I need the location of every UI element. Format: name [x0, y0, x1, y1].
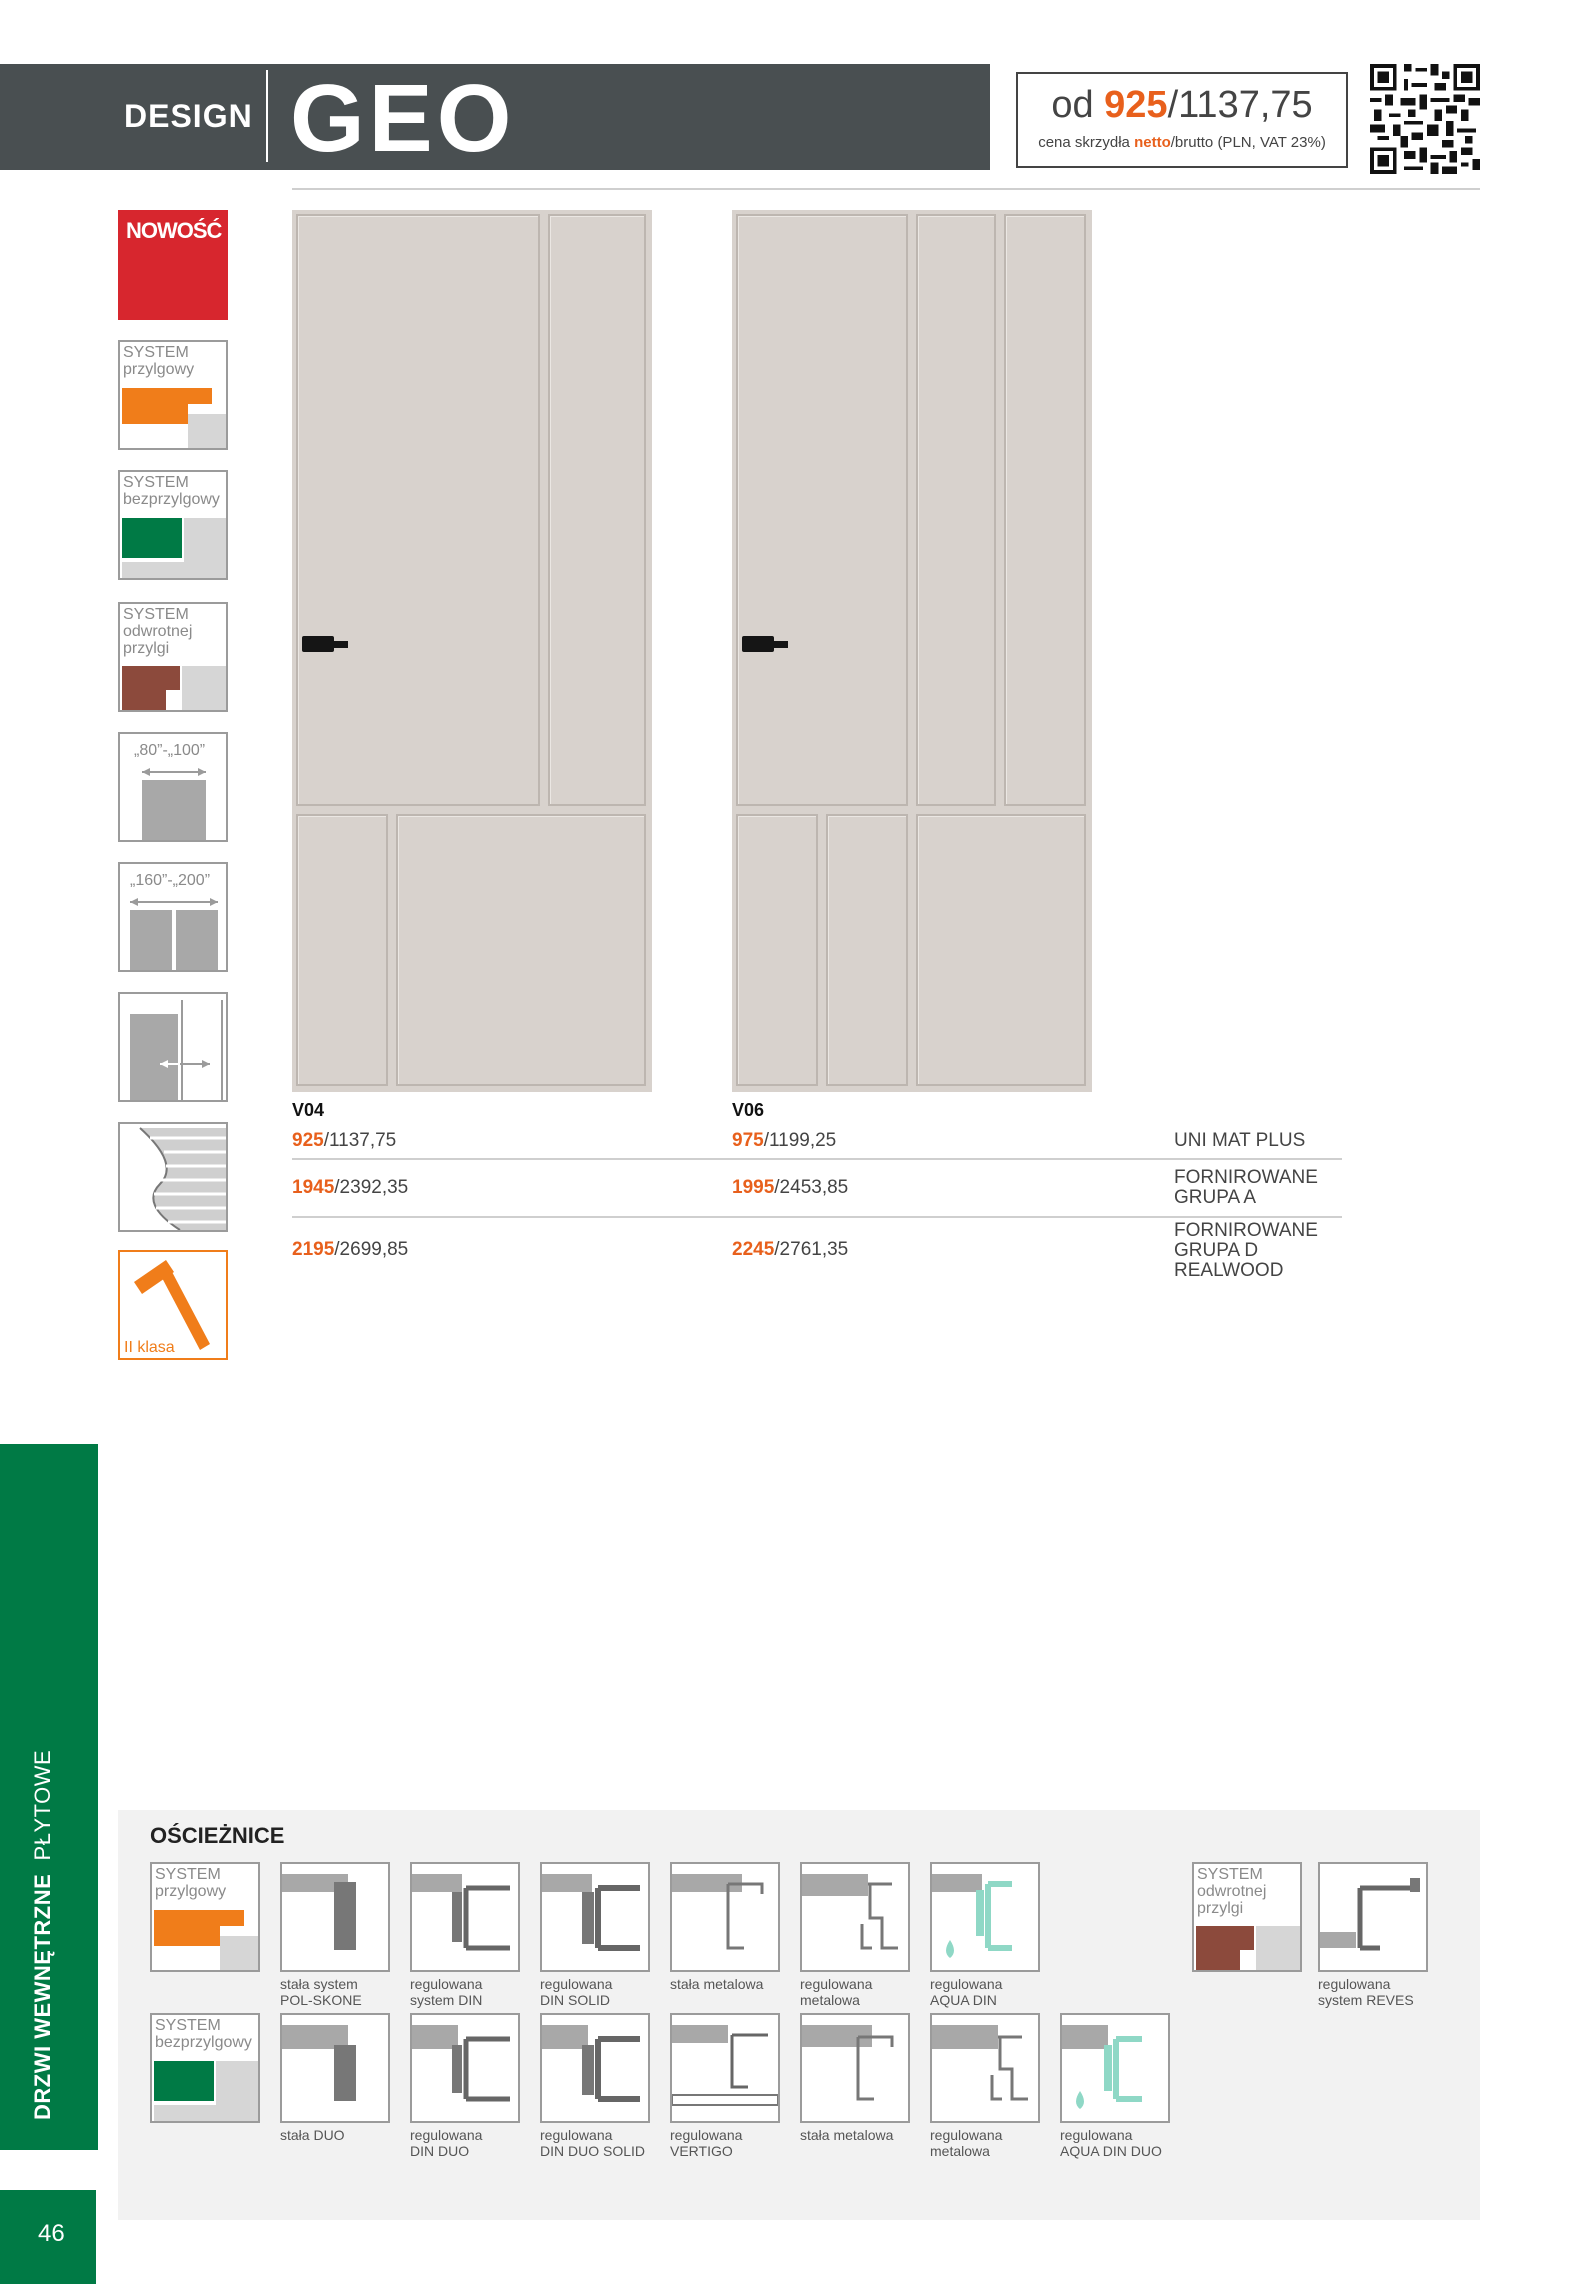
double-door-width-icon — [120, 864, 228, 972]
frame-profile-graphic — [412, 2015, 520, 2123]
price-v04-uni — [292, 1130, 396, 1152]
header-rule — [292, 188, 1480, 190]
design-label: DESIGN — [124, 98, 253, 134]
frame-adjustable-aqua-din-icon — [930, 1862, 1040, 1972]
caption-aqua-din-duo — [1060, 2127, 1180, 2159]
door-panel — [826, 814, 908, 1086]
price-net: 925 — [1104, 84, 1168, 126]
door-panel — [1004, 214, 1086, 806]
caption-line: regulowana — [1060, 2127, 1133, 2143]
price-net: 925 — [292, 1130, 324, 1151]
frame-aqua-din-duo-icon — [1060, 2013, 1170, 2123]
price-gross: /2453,85 — [774, 1177, 849, 1198]
frame-fixed-metal-duo-icon — [800, 2013, 910, 2123]
door-panel — [736, 814, 818, 1086]
door-v04-image — [292, 210, 652, 1092]
frame-profile-graphic — [932, 2015, 1040, 2123]
table-rule — [292, 1216, 1342, 1218]
new-badge — [118, 210, 228, 320]
system-rebated-label: SYSTEM przylgowy — [155, 1866, 227, 1900]
system-rebated-icon — [118, 340, 228, 450]
frame-profile-graphic — [672, 1864, 780, 1972]
caption-line: AQUA DIN — [930, 1992, 997, 2008]
sliding-door-graphic — [120, 994, 228, 1102]
caption-vertigo — [670, 2127, 790, 2159]
price-v06-veneer-a — [732, 1177, 848, 1199]
caption-fixed-polskone — [280, 1976, 400, 2008]
width-single-label: „80”-„100” — [134, 742, 206, 759]
sliding-door-icon — [118, 992, 228, 1102]
door-v06-image — [732, 210, 1092, 1092]
caption-line: regulowana — [410, 1976, 483, 1992]
caption-fixed-metal-duo — [800, 2127, 920, 2143]
caption-line: stała DUO — [280, 2127, 345, 2143]
flush-profile-icon — [120, 472, 228, 580]
category-label — [30, 1480, 56, 2120]
frame-profile-graphic — [802, 2015, 910, 2123]
door-panel — [736, 214, 908, 806]
frame-system-flush-icon — [150, 2013, 260, 2123]
finish-line: REALWOOD — [1174, 1260, 1284, 1281]
caption-line: stała system — [280, 1976, 358, 1992]
model-code-v04: V04 — [292, 1100, 325, 1120]
price-gross: /2699,85 — [334, 1239, 409, 1260]
rebated-profile-icon — [152, 1864, 260, 1972]
finish-uni-mat-plus — [1174, 1131, 1305, 1151]
system-flush-label: SYSTEM bezprzylgowy — [123, 474, 220, 508]
reverse-profile-icon — [120, 604, 228, 712]
frame-adjustable-din-solid-icon — [540, 1862, 650, 1972]
caption-line: DIN SOLID — [540, 1992, 611, 2008]
category-bold: DRZWI WEWNĘTRZNE — [30, 1873, 55, 2120]
price-v06-veneer-d — [732, 1239, 848, 1261]
system-flush-icon — [118, 470, 228, 580]
door-panel — [296, 814, 388, 1086]
price-v04-veneer-d — [292, 1239, 408, 1261]
door-handle-icon — [742, 636, 774, 652]
system-reverse-label: SYSTEM odwrotnej przylgi — [123, 606, 193, 657]
width-double-icon — [118, 862, 228, 972]
system-rebated-label: SYSTEM przylgowy — [123, 344, 195, 378]
caption-line: VERTIGO — [670, 2143, 733, 2159]
price-net: 1995 — [732, 1177, 775, 1198]
frame-profile-graphic — [932, 1864, 1040, 1972]
caption-line: DIN DUO SOLID — [540, 2143, 646, 2159]
price-v04-veneer-a — [292, 1177, 408, 1199]
caption-line: AQUA DIN DUO — [1060, 2143, 1162, 2159]
frame-profile-graphic — [542, 1864, 650, 1972]
flush-profile-icon — [152, 2015, 260, 2123]
caption-line: system REVES — [1318, 1992, 1414, 2008]
caption-line: regulowana — [540, 2127, 613, 2143]
frame-profile-graphic — [672, 2015, 780, 2123]
caption-line: DIN DUO — [410, 2143, 470, 2159]
price-prefix: od — [1051, 84, 1094, 126]
price-gross: /2392,35 — [334, 1177, 409, 1198]
caption-line: stała metalowa — [800, 2127, 894, 2143]
caption-adjustable-metal-duo — [930, 2127, 1050, 2159]
frame-profile-graphic — [542, 2015, 650, 2123]
qr-code-icon[interactable] — [1370, 64, 1480, 174]
caption-line: regulowana — [800, 1976, 873, 1992]
durability-class-icon — [118, 1250, 228, 1360]
frame-adjustable-metal-icon — [800, 1862, 910, 1972]
finish-line: FORNIROWANE — [1174, 1167, 1318, 1188]
price-net: 2245 — [732, 1239, 775, 1260]
price-note-post: /brutto (PLN, VAT 23%) — [1170, 134, 1326, 151]
door-panel — [396, 814, 646, 1086]
price-note — [1018, 134, 1346, 151]
caption-din-duo — [410, 2127, 530, 2159]
frame-profile-graphic — [1062, 2015, 1170, 2123]
caption-line: regulowana — [670, 2127, 743, 2143]
price-net: 1945 — [292, 1177, 335, 1198]
caption-adjustable-metal — [800, 1976, 920, 2008]
frame-adjustable-din-icon — [410, 1862, 520, 1972]
door-panel — [548, 214, 646, 806]
door-panel — [916, 214, 996, 806]
frame-fixed-metal-icon — [670, 1862, 780, 1972]
class-label: II klasa — [124, 1339, 175, 1356]
price-gross: /1137,75 — [1167, 84, 1313, 126]
caption-fixed-metal — [670, 1976, 790, 1992]
caption-fixed-duo — [280, 2127, 400, 2143]
price-main — [1018, 84, 1346, 127]
category-normal: PŁYTOWE — [30, 1749, 55, 1861]
table-rule — [292, 1158, 1342, 1160]
price-gross: /2761,35 — [774, 1239, 849, 1260]
price-note-pre: cena skrzydła — [1038, 134, 1130, 151]
frame-din-duo-solid-icon — [540, 2013, 650, 2123]
finish-veneer-group-d — [1174, 1221, 1318, 1281]
caption-din-duo-solid — [540, 2127, 660, 2159]
finish-veneer-group-a — [1174, 1168, 1318, 1208]
model-code-v06: V06 — [732, 1100, 765, 1120]
frame-profile-graphic — [802, 1864, 910, 1972]
frame-din-duo-icon — [410, 2013, 520, 2123]
frame-profile-graphic — [1320, 1864, 1428, 1972]
caption-line: regulowana — [410, 2127, 483, 2143]
frame-system-rebated-icon — [150, 1862, 260, 1972]
frame-system-reverse-icon — [1192, 1862, 1302, 1972]
system-reverse-icon — [118, 602, 228, 712]
price-net: 2195 — [292, 1239, 335, 1260]
finish-line: UNI MAT PLUS — [1174, 1130, 1306, 1151]
door-panel — [916, 814, 1086, 1086]
model-title: GEO — [290, 65, 516, 172]
caption-reves — [1318, 1976, 1438, 2008]
price-note-netto: netto — [1134, 134, 1171, 151]
caption-line: metalowa — [930, 2143, 990, 2159]
caption-line: stała metalowa — [670, 1976, 764, 1992]
frame-fixed-polskone-icon — [280, 1862, 390, 1972]
caption-line: regulowana — [540, 1976, 613, 1992]
single-door-width-icon — [120, 734, 228, 842]
frames-title: OŚCIEŻNICE — [150, 1823, 285, 1848]
system-flush-label: SYSTEM bezprzylgowy — [155, 2017, 252, 2051]
caption-line: system DIN — [410, 1992, 483, 2008]
price-net: 975 — [732, 1130, 764, 1151]
caption-line: regulowana — [1318, 1976, 1391, 1992]
frame-adjustable-metal-duo-icon — [930, 2013, 1040, 2123]
system-reverse-label: SYSTEM odwrotnej przylgi — [1197, 1866, 1267, 1917]
price-gross: /1137,75 — [323, 1130, 397, 1151]
price-v06-uni — [732, 1130, 836, 1152]
caption-din-solid — [540, 1976, 660, 2008]
caption-line: metalowa — [800, 1992, 860, 2008]
honeycomb-core-icon — [118, 1122, 228, 1232]
frame-profile-graphic — [412, 1864, 520, 1972]
frame-profile-graphic — [282, 2015, 390, 2123]
door-handle-icon — [302, 636, 334, 652]
rebated-profile-icon — [120, 342, 228, 450]
frame-profile-graphic — [282, 1864, 390, 1972]
caption-line: POL-SKONE — [280, 1992, 362, 2008]
frame-vertigo-icon — [670, 2013, 780, 2123]
page-number: 46 — [38, 2220, 65, 2247]
caption-line: regulowana — [930, 2127, 1003, 2143]
width-double-label: „160”-„200” — [130, 872, 211, 889]
door-panel — [296, 214, 540, 806]
price-gross: /1199,25 — [763, 1130, 837, 1151]
caption-line: regulowana — [930, 1976, 1003, 1992]
new-badge-label: NOWOŚĆ — [126, 218, 222, 243]
finish-line: FORNIROWANE — [1174, 1220, 1318, 1241]
reverse-profile-icon — [1194, 1864, 1302, 1972]
finish-line: GRUPA D — [1174, 1240, 1259, 1261]
honeycomb-core-graphic — [120, 1124, 228, 1232]
frame-adjustable-reves-icon — [1318, 1862, 1428, 1972]
caption-aqua-din — [930, 1976, 1050, 2008]
width-single-icon — [118, 732, 228, 842]
finish-line: GRUPA A — [1174, 1187, 1257, 1208]
price-box — [1016, 72, 1348, 168]
header-divider — [266, 70, 268, 162]
caption-adjustable-din — [410, 1976, 530, 2008]
frame-fixed-duo-icon — [280, 2013, 390, 2123]
